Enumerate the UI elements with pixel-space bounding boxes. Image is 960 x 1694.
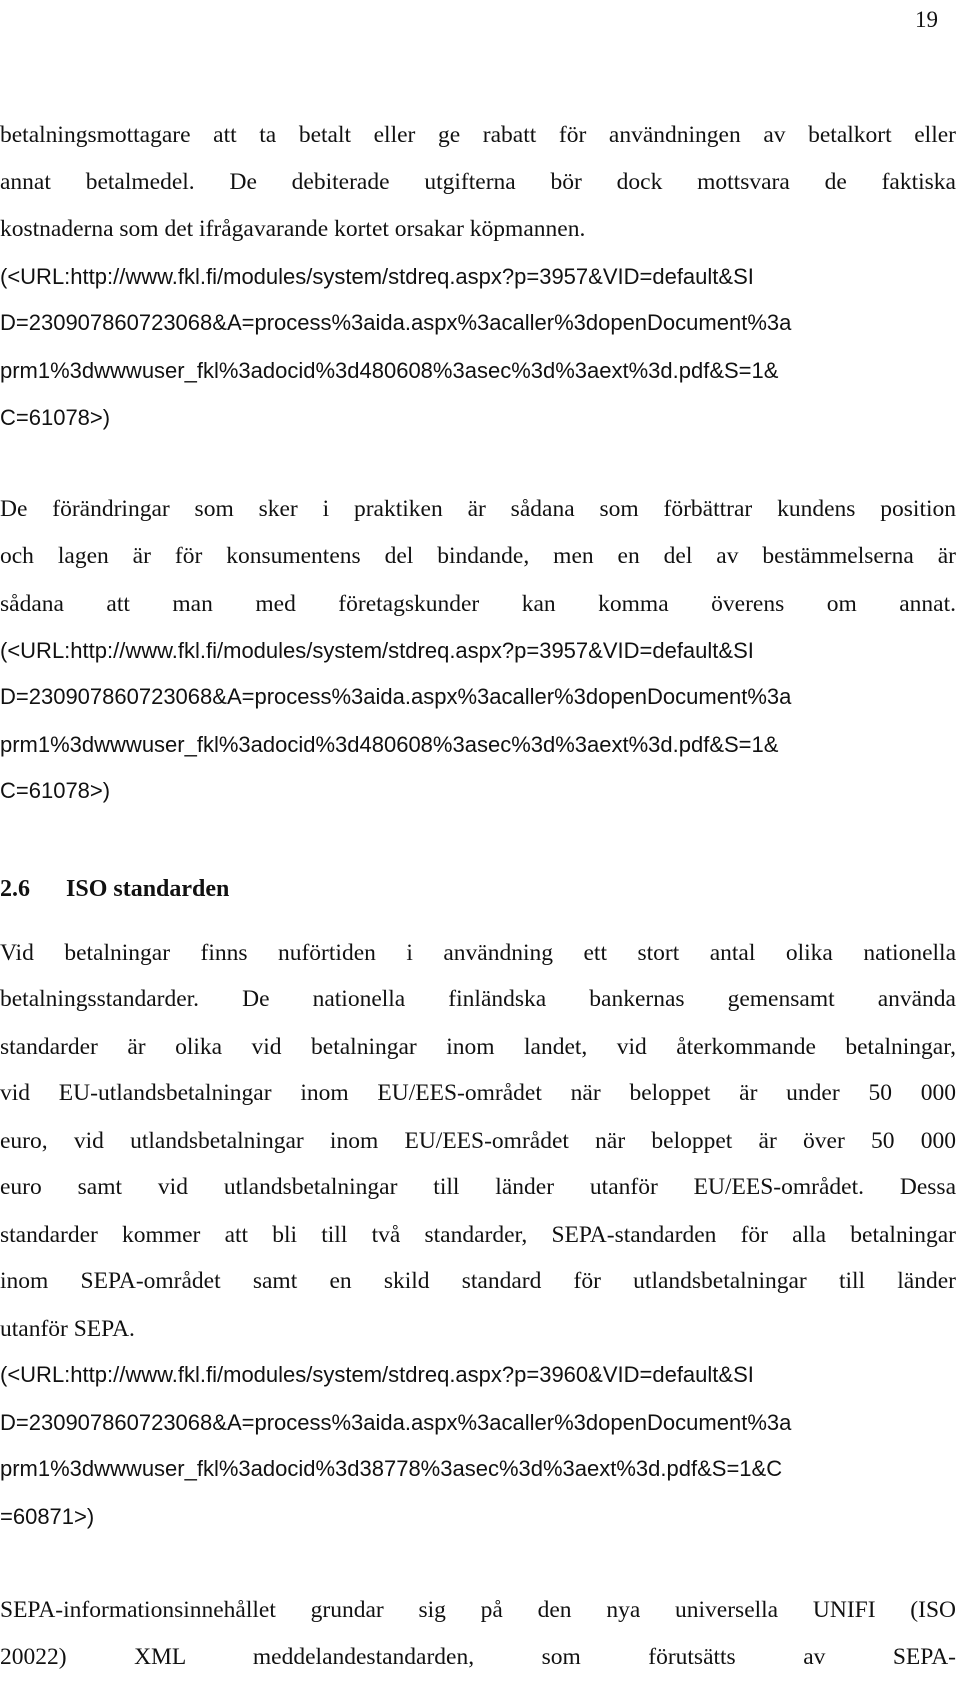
paragraph-line: annat betalmedel. De debiterade utgifterna bör dock mottsvara de faktiska [0,169,956,195]
paragraph-line: betalningsstandarder. De nationella finländska bankernas gemensamt använda [0,986,956,1012]
url-citation-line: (<URL:http://www.fkl.fi/modules/system/stdreq.aspx?p=3957&VID=default&SI [0,264,754,289]
url-citation-line: prm1%3dwwwuser_fkl%3adocid%3d480608%3asec%3d%3aext%3d.pdf&S=1& [0,358,779,383]
url-citation-line: C=61078>) [0,405,111,430]
paragraph-line: euro samt vid utlandsbetalningar till länder utanför EU/EES-området. Dessa [0,1174,956,1200]
paragraph-line: betalningsmottagare att ta betalt eller ge rabatt för användningen av betalkort eller [0,122,956,148]
url-citation-line: =60871>) [0,1504,95,1529]
paragraph-line: standarder är olika vid betalningar inom landet, vid återkommande betalningar, [0,1034,956,1060]
paragraph-line: SEPA-informationsinnehållet grundar sig på den nya universella UNIFI (ISO [0,1597,956,1623]
paragraph-line: utanför SEPA. [0,1316,135,1342]
url-citation-line: D=230907860723068&A=process%3aida.aspx%3acaller%3dopenDocument%3a [0,1410,792,1435]
paragraph-line: och lagen är för konsumentens del bindande, men en del av bestämmelserna är [0,543,956,569]
url-citation-line: (<URL:http://www.fkl.fi/modules/system/stdreq.aspx?p=3957&VID=default&SI [0,638,754,663]
url-citation-line: D=230907860723068&A=process%3aida.aspx%3acaller%3dopenDocument%3a [0,684,792,709]
url-citation-line: D=230907860723068&A=process%3aida.aspx%3acaller%3dopenDocument%3a [0,310,792,335]
paragraph-line: euro, vid utlandsbetalningar inom EU/EES-området när beloppet är över 50 000 [0,1128,956,1154]
url-citation-line: (<URL:http://www.fkl.fi/modules/system/stdreq.aspx?p=3960&VID=default&SI [0,1362,754,1387]
page-number: 19 [915,7,938,32]
url-citation-line: C=61078>) [0,778,111,803]
paragraph-line: standarder kommer att bli till två standarder, SEPA-standarden för alla betalningar [0,1222,956,1248]
paragraph-line: sådana att man med företagskunder kan komma överens om annat. [0,591,956,617]
url-citation-line: prm1%3dwwwuser_fkl%3adocid%3d480608%3asec%3d%3aext%3d.pdf&S=1& [0,732,779,757]
section-title: ISO standarden [66,876,230,902]
paragraph-line: De förändringar som sker i praktiken är sådana som förbättrar kundens position [0,496,956,522]
url-citation-line: prm1%3dwwwuser_fkl%3adocid%3d38778%3asec%3d%3aext%3d.pdf&S=1&C [0,1456,783,1481]
paragraph-line: 20022) XML meddelandestandarden, som förutsätts av SEPA- [0,1644,956,1670]
paragraph-line: vid EU-utlandsbetalningar inom EU/EES-området när beloppet är under 50 000 [0,1080,956,1106]
paragraph-line: Vid betalningar finns nuförtiden i användning ett stort antal olika nationella [0,940,956,966]
paragraph-line: kostnaderna som det ifrågavarande kortet orsakar köpmannen. [0,216,586,242]
section-heading [0,874,229,904]
section-number: 2.6 [0,876,30,902]
paragraph-line: inom SEPA-området samt en skild standard för utlandsbetalningar till länder [0,1268,956,1294]
